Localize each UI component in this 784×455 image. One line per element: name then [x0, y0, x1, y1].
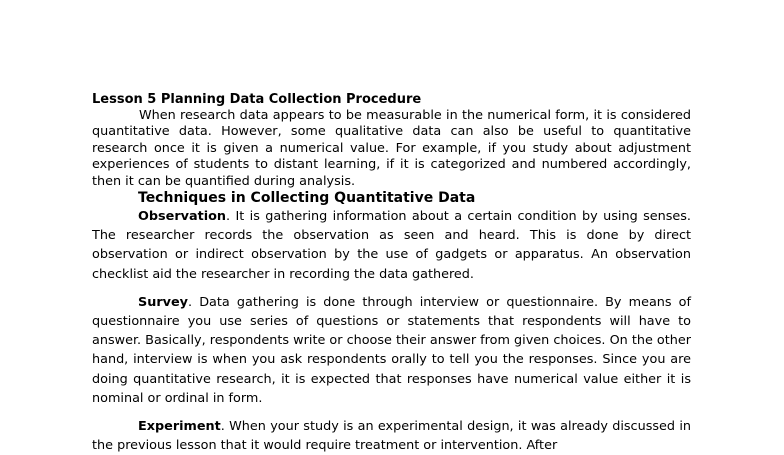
lesson-title: Lesson 5 Planning Data Collection Procedure	[92, 92, 422, 107]
document-content	[92, 92, 691, 455]
survey-paragraph	[92, 293, 691, 408]
experiment-term: Experiment	[138, 419, 221, 435]
survey-text: . Data gathering is done through interview or questionnaire. By means of questionnaire you use series of questions or statements that respondents will have to answer. Basically, respondents write or choose their answer from given choices. On the other hand, interview is when you ask respondents orally to tell you the responses. Since you are doing quantitative research, it is expected that responses have numerical value either it is nominal or ordinal in form.	[92, 294, 691, 406]
observation-term: Observation	[138, 209, 227, 225]
observation-paragraph	[92, 207, 691, 284]
intro-paragraph: When research data appears to be measurable in the numerical form, it is considered quantitative data. However, some qualitative data can also be useful to quantitative research once it is given a numerical value. For example, if you study about adjustment experiences of students to distant learning, if it is categorized and numbered accordingly, then it can be quantified during analysis.	[92, 108, 691, 189]
experiment-text: . When your study is an experimental design, it was already discussed in the previous lesson that it would require treatment or intervention. After	[92, 419, 691, 454]
section-heading: Techniques in Collecting Quantitative Data	[138, 190, 476, 207]
survey-term: Survey	[138, 294, 189, 310]
experiment-paragraph	[92, 417, 691, 455]
observation-text: . It is gathering information about a certain condition by using senses. The researcher records the observation as seen and heard. This is done by direct observation or indirect observation by the use of gadgets or apparatus. An observation checklist aid the researcher in recording the data gathered.	[92, 209, 691, 282]
